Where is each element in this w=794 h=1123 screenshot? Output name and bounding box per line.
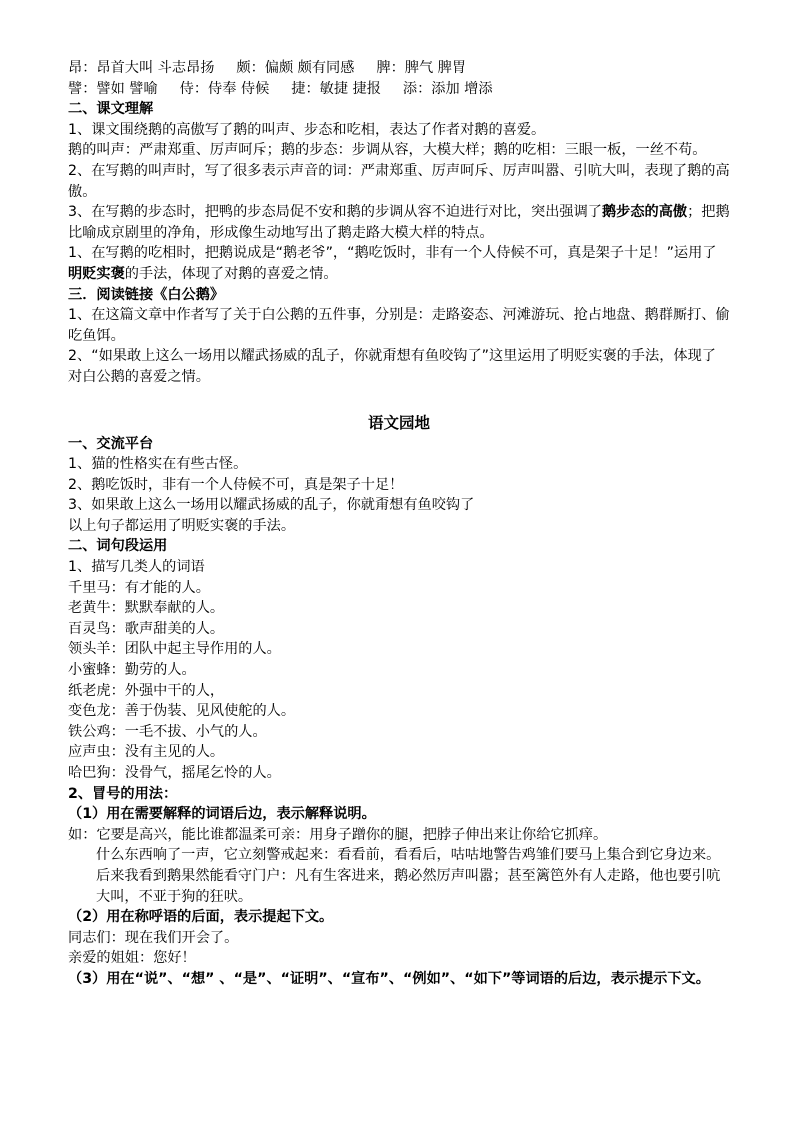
vocab-pi: 脾：脾气 脾胃 [376,60,467,76]
paragraph [68,243,730,284]
subheading: 1、描写几类人的词语 [68,559,205,576]
page-title: 语文园地 [367,413,430,432]
emphasis-text: 明贬实褒 [68,265,125,282]
text-run: 3、在写鹅的步态时，把鸭的步态局促不安和鹅的步调从容不迫进行对比，突出强调了 [68,204,602,221]
example-sentence: 什么东西响了一声，它立刻警戒起来：看看前，看看后，咕咕地警告鸡雏们要马上集合到它身边来。 [96,847,721,864]
example-sentence: 如：它要是高兴，能比谁都温柔可亲：用身子蹭你的腿，把脖子伸出来让你给它抓痒。 [68,826,608,843]
section-heading-words: 二、词句段运用 [68,538,168,555]
paragraph [68,202,730,243]
word-item: 小蜜蜂：勤劳的人。 [68,662,196,679]
text-run: 1、在写鹅的吃相时，把鹅说成是“鹅老爷”，“鹅吃饭时，非有一个人侍候不可，真是架子十足！”运用了 [68,245,717,262]
word-item: 铁公鸡：一毛不拔、小气的人。 [68,723,267,740]
word-item: 纸老虎：外强中干的人， [68,682,225,699]
document-page [68,58,730,990]
section-heading-text-understanding: 二、课文理解 [68,101,154,118]
word-item: 变色龙：善于伪装、见风使舵的人。 [68,703,296,720]
vocab-row-2 [68,79,730,100]
vocab-jie: 捷：敏捷 捷报 [291,80,381,97]
vocab-ang: 昂：昂首大叫 斗志昂扬 [68,60,215,76]
word-item: 百灵鸟：歌声甜美的人。 [68,620,225,637]
text-run: 的手法，体现了对鹅的喜爱之情。 [124,265,338,282]
list-item: 2、鹅吃饭时，非有一个人侍候不可，真是架子十足！ [68,476,404,493]
section-heading-reading-link: 三．阅读链接《白公鹅》 [68,286,225,303]
list-item: 3、如果敢上这么一场用以耀武扬威的乱子，你就甭想有鱼咬钩了 [68,497,475,514]
paragraph: 2、在写鹅的叫声时，写了很多表示声音的词：严肃郑重、厉声呵斥、厉声叫嚣、引吭大叫，表现了鹅的高傲。 [68,162,730,200]
word-item: 应声虫：没有主见的人。 [68,744,225,761]
emphasis-text: 鹅步态的高傲 [601,204,688,221]
usage-rule: （3）用在“说”、“想” 、“是”、“证明”、“宣布”、“例如”、“如下”等词语的后边，表示提示下文。 [68,970,710,987]
list-item: 1、猫的性格实在有些古怪。 [68,456,248,473]
usage-rule: （1）用在需要解释的词语后边，表示解释说明。 [68,806,376,823]
paragraph: 1、课文围绕鹅的高傲写了鹅的叫声、步态和吃相，表达了作者对鹅的喜爱。 [68,121,546,138]
word-item: 领头羊：团队中起主导作用的人。 [68,641,281,658]
list-item: 以上句子都运用了明贬实褒的手法。 [68,517,296,534]
vocab-pi2: 譬：譬如 譬喻 [68,80,158,97]
example-sentence: 后来我看到鹅果然能看守门户：凡有生客进来，鹅必然厉声叫嚣；甚至篱笆外有人走路，他也要引吭大叫，不亚于狗的狂吠。 [96,867,721,905]
text-run: ；把鹅比喻成京剧里的净角，形成像生动地写出了鹅走路大模大样的特点。 [68,204,730,241]
section-heading-exchange: 一、交流平台 [68,435,154,452]
usage-rule: （2）用在称呼语的后面，表示提起下文。 [68,909,334,926]
example-sentence: 亲爱的姐姐：您好！ [68,950,196,967]
vocab-shi: 侍：侍奉 侍候 [179,80,270,97]
word-item: 千里马：有才能的人。 [68,579,210,596]
paragraph: 鹅的叫声：严肃郑重、厉声呵斥；鹅的步态：步调从容，大模大样；鹅的吃相：三眼一板，一丝不苟。 [68,142,707,159]
vocab-tian: 添：添加 增添 [402,80,493,97]
vocab-row-1 [68,58,730,79]
subheading-colon-usage: 2、冒号的用法： [68,785,178,802]
word-item: 哈巴狗：没骨气，摇尾乞怜的人。 [68,765,281,781]
word-item: 老黄牛：默默奉献的人。 [68,600,225,617]
paragraph: 1、在这篇文章中作者写了关于白公鹅的五件事，分别是：走路姿态、河滩游玩、抢占地盘、鹅群厮打、偷吃鱼饵。 [68,307,730,344]
vocab-po: 颇：偏颇 颇有同感 [236,60,355,76]
paragraph: 2、“如果敢上这么一场用以耀武扬威的乱子，你就甭想有鱼咬钩了”这里运用了明贬实褒的手法，体现了对白公鹅的喜爱之情。 [68,348,716,385]
example-sentence: 同志们：现在我们开会了。 [68,929,239,946]
